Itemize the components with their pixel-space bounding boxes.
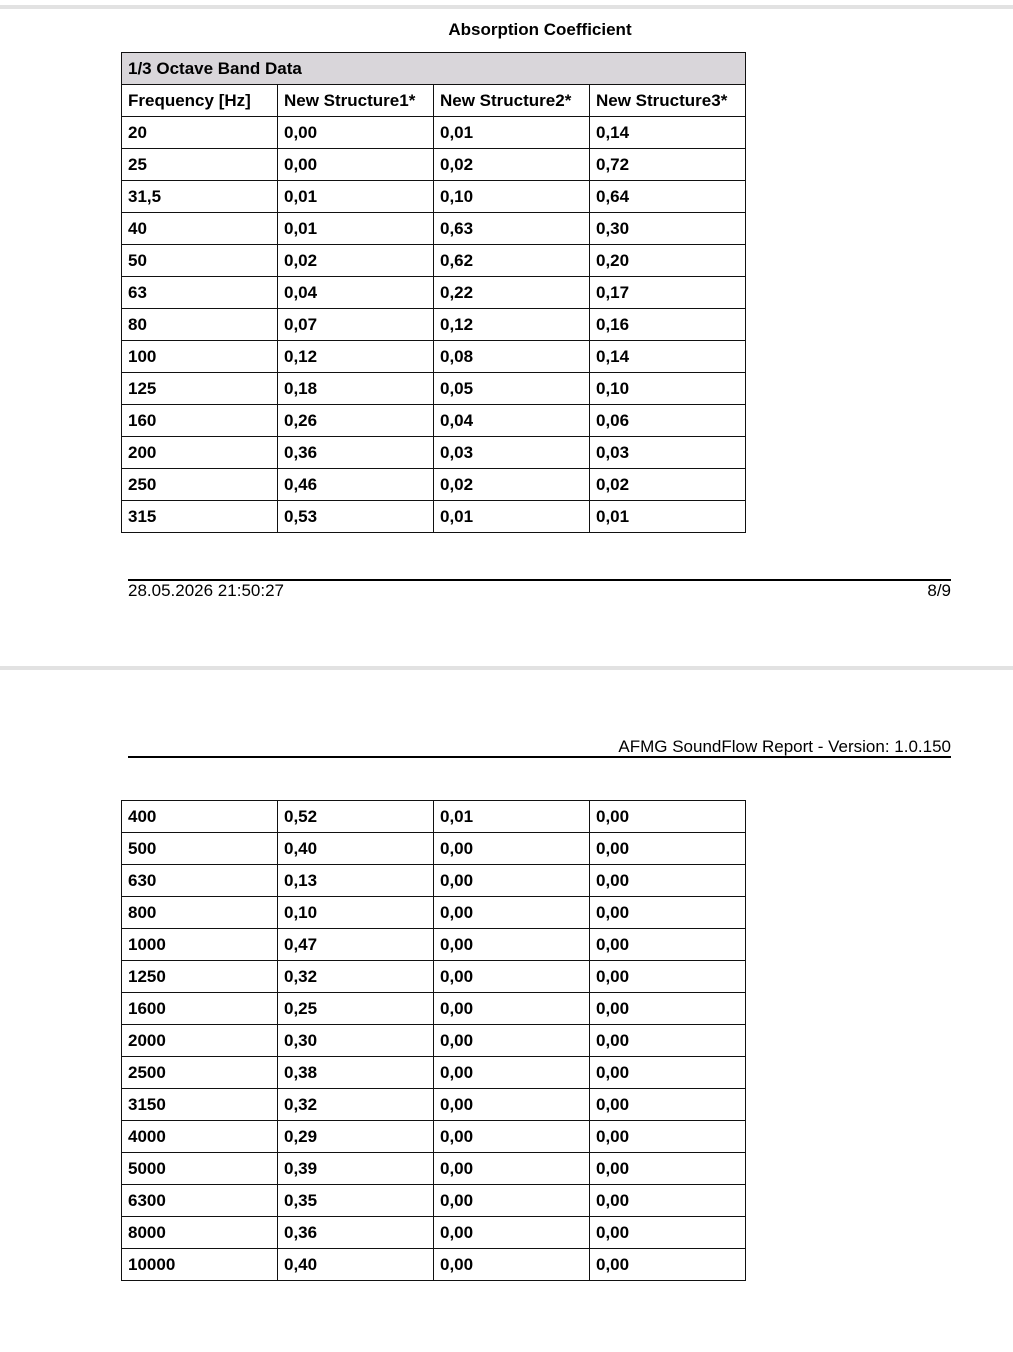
table-row bbox=[122, 1089, 746, 1121]
page-top-separator bbox=[0, 5, 1013, 9]
cell-frequency: 500 bbox=[122, 833, 278, 865]
cell-frequency: 400 bbox=[122, 801, 278, 833]
header-divider bbox=[128, 756, 951, 758]
cell-frequency: 315 bbox=[122, 501, 278, 533]
table-row bbox=[122, 181, 746, 213]
cell-structure3: 0,03 bbox=[590, 437, 746, 469]
cell-structure1: 0,36 bbox=[278, 437, 434, 469]
cell-structure3: 0,14 bbox=[590, 117, 746, 149]
table-row bbox=[122, 117, 746, 149]
cell-structure1: 0,01 bbox=[278, 213, 434, 245]
cell-structure2: 0,02 bbox=[434, 149, 590, 181]
cell-structure1: 0,04 bbox=[278, 277, 434, 309]
cell-structure1: 0,53 bbox=[278, 501, 434, 533]
cell-structure2: 0,02 bbox=[434, 469, 590, 501]
cell-frequency: 80 bbox=[122, 309, 278, 341]
header-frequency: Frequency [Hz] bbox=[122, 85, 278, 117]
cell-structure1: 0,00 bbox=[278, 117, 434, 149]
cell-structure1: 0,29 bbox=[278, 1121, 434, 1153]
cell-structure3: 0,00 bbox=[590, 897, 746, 929]
cell-frequency: 6300 bbox=[122, 1185, 278, 1217]
cell-structure1: 0,40 bbox=[278, 833, 434, 865]
table-row bbox=[122, 277, 746, 309]
cell-structure3: 0,06 bbox=[590, 405, 746, 437]
table-row bbox=[122, 245, 746, 277]
cell-frequency: 1000 bbox=[122, 929, 278, 961]
cell-frequency: 5000 bbox=[122, 1153, 278, 1185]
cell-structure2: 0,01 bbox=[434, 117, 590, 149]
cell-structure1: 0,07 bbox=[278, 309, 434, 341]
cell-structure3: 0,72 bbox=[590, 149, 746, 181]
cell-structure3: 0,30 bbox=[590, 213, 746, 245]
table-header-row bbox=[122, 85, 746, 117]
cell-structure1: 0,01 bbox=[278, 181, 434, 213]
header-structure1: New Structure1* bbox=[278, 85, 434, 117]
table-row bbox=[122, 961, 746, 993]
cell-frequency: 25 bbox=[122, 149, 278, 181]
cell-frequency: 4000 bbox=[122, 1121, 278, 1153]
cell-frequency: 3150 bbox=[122, 1089, 278, 1121]
cell-structure2: 0,00 bbox=[434, 1089, 590, 1121]
cell-frequency: 160 bbox=[122, 405, 278, 437]
table-row bbox=[122, 309, 746, 341]
absorption-table-part1 bbox=[121, 52, 746, 533]
cell-structure3: 0,00 bbox=[590, 1089, 746, 1121]
cell-frequency: 63 bbox=[122, 277, 278, 309]
cell-frequency: 200 bbox=[122, 437, 278, 469]
cell-structure1: 0,32 bbox=[278, 1089, 434, 1121]
cell-structure3: 0,00 bbox=[590, 1025, 746, 1057]
table-row bbox=[122, 801, 746, 833]
table-row bbox=[122, 213, 746, 245]
cell-structure3: 0,00 bbox=[590, 833, 746, 865]
cell-structure3: 0,00 bbox=[590, 993, 746, 1025]
cell-structure3: 0,20 bbox=[590, 245, 746, 277]
cell-structure1: 0,32 bbox=[278, 961, 434, 993]
cell-structure3: 0,00 bbox=[590, 961, 746, 993]
cell-structure3: 0,16 bbox=[590, 309, 746, 341]
cell-structure3: 0,10 bbox=[590, 373, 746, 405]
cell-structure1: 0,38 bbox=[278, 1057, 434, 1089]
table-row bbox=[122, 897, 746, 929]
cell-frequency: 10000 bbox=[122, 1249, 278, 1281]
cell-structure1: 0,52 bbox=[278, 801, 434, 833]
header-structure2: New Structure2* bbox=[434, 85, 590, 117]
cell-structure1: 0,40 bbox=[278, 1249, 434, 1281]
cell-structure2: 0,00 bbox=[434, 1057, 590, 1089]
cell-structure2: 0,00 bbox=[434, 1217, 590, 1249]
page-title: Absorption Coefficient bbox=[448, 20, 632, 39]
cell-structure2: 0,00 bbox=[434, 1153, 590, 1185]
cell-structure2: 0,22 bbox=[434, 277, 590, 309]
header-structure3: New Structure3* bbox=[590, 85, 746, 117]
cell-structure1: 0,10 bbox=[278, 897, 434, 929]
cell-structure3: 0,17 bbox=[590, 277, 746, 309]
table-row bbox=[122, 1217, 746, 1249]
cell-structure2: 0,00 bbox=[434, 929, 590, 961]
cell-structure3: 0,00 bbox=[590, 1057, 746, 1089]
table-row bbox=[122, 1249, 746, 1281]
table-row bbox=[122, 1121, 746, 1153]
cell-structure2: 0,08 bbox=[434, 341, 590, 373]
cell-structure2: 0,00 bbox=[434, 1185, 590, 1217]
cell-structure2: 0,10 bbox=[434, 181, 590, 213]
cell-structure1: 0,25 bbox=[278, 993, 434, 1025]
cell-structure1: 0,02 bbox=[278, 245, 434, 277]
table-row bbox=[122, 501, 746, 533]
cell-structure3: 0,02 bbox=[590, 469, 746, 501]
cell-structure2: 0,00 bbox=[434, 1121, 590, 1153]
cell-structure3: 0,00 bbox=[590, 1121, 746, 1153]
table-row bbox=[122, 405, 746, 437]
table-row bbox=[122, 1185, 746, 1217]
cell-structure3: 0,00 bbox=[590, 929, 746, 961]
cell-structure2: 0,12 bbox=[434, 309, 590, 341]
table-row bbox=[122, 929, 746, 961]
cell-structure1: 0,00 bbox=[278, 149, 434, 181]
cell-frequency: 250 bbox=[122, 469, 278, 501]
cell-frequency: 1250 bbox=[122, 961, 278, 993]
absorption-table-part2 bbox=[121, 800, 746, 1281]
cell-structure2: 0,63 bbox=[434, 213, 590, 245]
cell-frequency: 125 bbox=[122, 373, 278, 405]
cell-structure1: 0,18 bbox=[278, 373, 434, 405]
cell-structure3: 0,00 bbox=[590, 865, 746, 897]
table-row bbox=[122, 341, 746, 373]
table-row bbox=[122, 1153, 746, 1185]
cell-structure2: 0,01 bbox=[434, 501, 590, 533]
cell-frequency: 2000 bbox=[122, 1025, 278, 1057]
cell-frequency: 800 bbox=[122, 897, 278, 929]
cell-structure3: 0,00 bbox=[590, 1249, 746, 1281]
table-row bbox=[122, 993, 746, 1025]
cell-structure2: 0,00 bbox=[434, 1025, 590, 1057]
cell-structure2: 0,00 bbox=[434, 833, 590, 865]
table-row bbox=[122, 1025, 746, 1057]
footer-timestamp: 28.05.2026 21:50:27 bbox=[128, 581, 284, 600]
table-row bbox=[122, 469, 746, 501]
table-row bbox=[122, 1057, 746, 1089]
cell-structure2: 0,00 bbox=[434, 865, 590, 897]
table-row bbox=[122, 373, 746, 405]
cell-structure2: 0,00 bbox=[434, 993, 590, 1025]
cell-structure1: 0,13 bbox=[278, 865, 434, 897]
cell-structure1: 0,35 bbox=[278, 1185, 434, 1217]
cell-structure2: 0,00 bbox=[434, 961, 590, 993]
cell-structure1: 0,39 bbox=[278, 1153, 434, 1185]
cell-frequency: 50 bbox=[122, 245, 278, 277]
table-caption: 1/3 Octave Band Data bbox=[122, 53, 746, 85]
table-row bbox=[122, 149, 746, 181]
cell-structure3: 0,00 bbox=[590, 1217, 746, 1249]
cell-frequency: 8000 bbox=[122, 1217, 278, 1249]
cell-frequency: 1600 bbox=[122, 993, 278, 1025]
table-row bbox=[122, 865, 746, 897]
cell-frequency: 2500 bbox=[122, 1057, 278, 1089]
cell-frequency: 100 bbox=[122, 341, 278, 373]
footer-page-number: 8/9 bbox=[927, 581, 951, 600]
table-row bbox=[122, 437, 746, 469]
cell-structure3: 0,00 bbox=[590, 1153, 746, 1185]
cell-structure3: 0,01 bbox=[590, 501, 746, 533]
cell-structure3: 0,00 bbox=[590, 801, 746, 833]
cell-structure2: 0,03 bbox=[434, 437, 590, 469]
page-break-separator bbox=[0, 666, 1013, 670]
cell-structure2: 0,00 bbox=[434, 897, 590, 929]
report-header-text: AFMG SoundFlow Report - Version: 1.0.150 bbox=[618, 737, 951, 756]
cell-structure1: 0,36 bbox=[278, 1217, 434, 1249]
cell-frequency: 40 bbox=[122, 213, 278, 245]
cell-structure3: 0,00 bbox=[590, 1185, 746, 1217]
cell-structure2: 0,05 bbox=[434, 373, 590, 405]
cell-structure2: 0,00 bbox=[434, 1249, 590, 1281]
cell-frequency: 31,5 bbox=[122, 181, 278, 213]
cell-structure1: 0,30 bbox=[278, 1025, 434, 1057]
cell-structure1: 0,47 bbox=[278, 929, 434, 961]
cell-frequency: 20 bbox=[122, 117, 278, 149]
cell-structure2: 0,04 bbox=[434, 405, 590, 437]
cell-structure3: 0,14 bbox=[590, 341, 746, 373]
cell-structure1: 0,26 bbox=[278, 405, 434, 437]
cell-structure2: 0,62 bbox=[434, 245, 590, 277]
cell-frequency: 630 bbox=[122, 865, 278, 897]
cell-structure3: 0,64 bbox=[590, 181, 746, 213]
cell-structure1: 0,46 bbox=[278, 469, 434, 501]
cell-structure1: 0,12 bbox=[278, 341, 434, 373]
cell-structure2: 0,01 bbox=[434, 801, 590, 833]
table-row bbox=[122, 833, 746, 865]
